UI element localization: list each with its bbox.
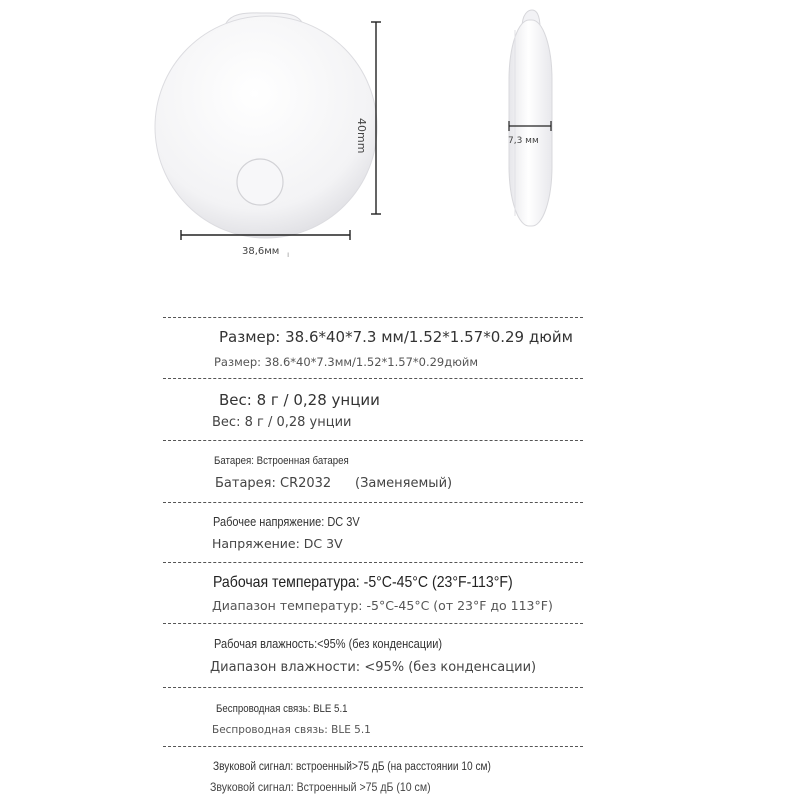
divider [163,378,583,379]
depth-label: 7,3 мм [508,136,539,146]
spec-weight-primary: Вес: 8 г / 0,28 унции [219,391,380,409]
spec-size-secondary: Размер: 38.6*40*7.3мм/1.52*1.57*0.29дюйм [214,355,479,369]
spec-wireless-primary: Беспроводная связь: BLE 5.1 [216,703,348,715]
divider [163,317,583,318]
spec-wireless-secondary: Беспроводная связь: BLE 5.1 [212,724,371,736]
tracker-button [237,159,283,205]
spec-battery-secondary-b: (Заменяемый) [355,476,453,491]
spec-sound-primary: Звуковой сигнал: встроенный>75 дБ (на расстоянии 10 см) [213,761,491,773]
spec-sound-secondary: Звуковой сигнал: Встроенный >75 дБ (10 см) [210,780,431,794]
spec-temperature-primary: Рабочая температура: -5°C-45°C (23°F-113°F) [213,574,513,591]
divider [163,746,583,747]
spec-weight-secondary: Вес: 8 г / 0,28 унции [212,415,352,430]
height-label: 40mm [355,118,368,154]
stray-mark: ı [287,250,290,259]
spec-humidity-secondary: Диапазон влажности: <95% (без конденсации) [210,660,537,675]
spec-size-primary: Размер: 38.6*40*7.3 мм/1.52*1.57*0.29 дюйм [219,328,573,346]
product-illustration [0,0,800,290]
spec-voltage-primary: Рабочее напряжение: DC 3V [213,515,360,529]
spec-battery-secondary-a: Батарея: CR2032 [215,476,332,491]
spec-temperature-secondary: Диапазон температур: -5°C-45°C (от 23°F до 113°F) [212,598,553,613]
divider [163,562,583,563]
width-label: 38,6мм [242,246,280,257]
divider [163,623,583,624]
spec-humidity-primary: Рабочая влажность:<95% (без конденсации) [214,637,443,651]
spec-voltage-secondary: Напряжение: DC 3V [212,536,343,551]
product-drawing [0,0,800,290]
divider [163,502,583,503]
divider [163,687,583,688]
divider [163,440,583,441]
spec-battery-primary: Батарея: Встроенная батарея [214,455,349,467]
